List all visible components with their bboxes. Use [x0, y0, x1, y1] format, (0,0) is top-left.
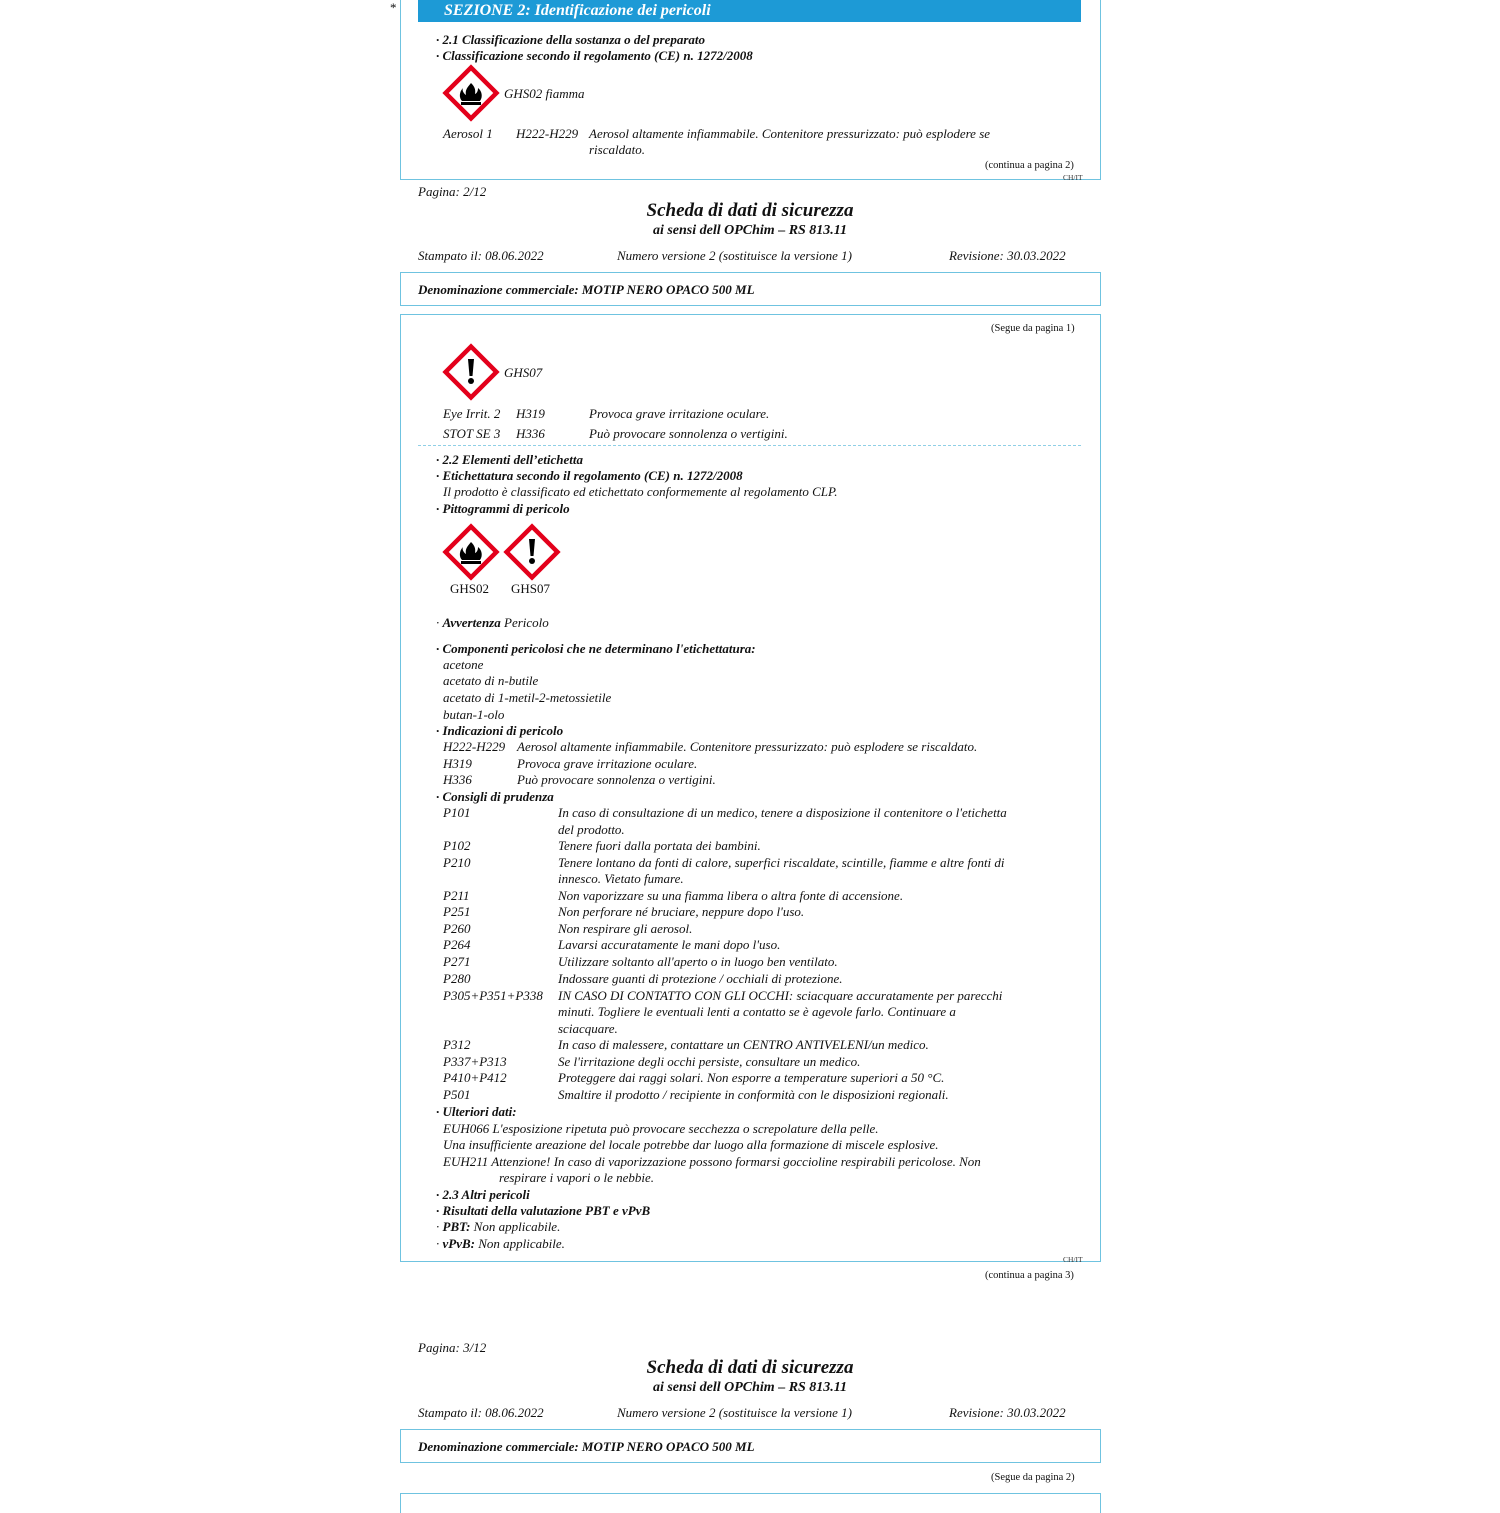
component-item: acetone: [443, 657, 484, 672]
precaution-text: Lavarsi accuratamente le mani dopo l'uso.: [558, 937, 781, 952]
vpvb-row: · vPvB: Non applicabile.: [436, 1236, 565, 1251]
precaution-code: P271: [443, 954, 471, 969]
further-info-line: EUH066 L'esposizione ripetuta può provocare secchezza o screpolature della pelle.: [443, 1121, 879, 1136]
components-title: · Componenti pericolosi che ne determinano l'etichettatura:: [436, 641, 756, 656]
printed-date: Stampato il: 08.06.2022: [418, 248, 544, 263]
aerosol-text-line2: riscaldato.: [589, 142, 645, 157]
precaution-code: P410+P412: [443, 1070, 507, 1085]
precaution-text: Tenere fuori dalla portata dei bambini.: [558, 838, 761, 853]
s22-regulation: · Etichettatura secondo il regolamento (CE) n. 1272/2008: [436, 468, 743, 483]
component-item: acetato di n-butile: [443, 673, 539, 688]
precaution-text: sciacquare.: [558, 1021, 618, 1036]
section-divider: [418, 445, 1081, 446]
precaution-code: P210: [443, 855, 471, 870]
hazard-code: H222-H229: [443, 739, 506, 754]
precaution-text: minuti. Togliere le eventuali lenti a contatto se è agevole farlo. Continuare a: [558, 1004, 956, 1019]
s23-title: · 2.3 Altri pericoli: [436, 1187, 530, 1202]
class-row-2-text: Può provocare sonnolenza o vertigini.: [589, 426, 788, 441]
precaution-text: IN CASO DI CONTATTO CON GLI OCCHI: sciacquare accuratamente per parecchi: [558, 988, 1003, 1003]
precaution-text: In caso di malessere, contattare un CENTRO ANTIVELENI/un medico.: [558, 1037, 929, 1052]
hazard-text: Può provocare sonnolenza o vertigini.: [517, 772, 716, 787]
precaution-code: P305+P351+P338: [443, 988, 543, 1003]
precaution-text: Proteggere dai raggi solari. Non esporre a temperature superiori a 50 °C.: [558, 1070, 945, 1085]
precaution-code: P501: [443, 1087, 471, 1102]
label-ghs07-exclamation-icon: [502, 522, 562, 582]
precaution-text: Se l'irritazione degli occhi persiste, consultare un medico.: [558, 1054, 861, 1069]
class-row-2-code: H336: [516, 426, 545, 441]
ghs02-flame-icon: [441, 63, 501, 123]
aerosol-class: Aerosol 1: [443, 126, 493, 141]
follows-note: (Segue da pagina 1): [991, 323, 1075, 334]
ghs07-caption: GHS07: [504, 365, 543, 380]
pictogram-label-ghs02: GHS02: [450, 581, 490, 596]
precaution-text: Non respirare gli aerosol.: [558, 921, 693, 936]
country-tag: CH/IT: [1063, 1255, 1083, 1264]
precaution-text: Smaltire il prodotto / recipiente in conformità con le disposizioni regionali.: [558, 1087, 949, 1102]
document-subtitle: ai sensi dell OPChim – RS 813.11: [652, 223, 848, 238]
trade-name: Denominazione commerciale: MOTIP NERO OPACO 500 ML: [418, 1439, 755, 1454]
continue-note-p3: (continua a pagina 3): [985, 1270, 1074, 1281]
s22-text: Il prodotto è classificato ed etichettato conformemente al regolamento CLP.: [443, 484, 838, 499]
page-number: Pagina: 2/12: [418, 184, 487, 199]
hazard-text: Aerosol altamente infiammabile. Contenitore pressurizzato: può esplodere se riscaldato.: [517, 739, 978, 754]
page3-body-frame: [400, 1493, 1101, 1513]
precaution-text: Utilizzare soltanto all'aperto o in luogo ben ventilato.: [558, 954, 838, 969]
document-subtitle: ai sensi dell OPChim – RS 813.11: [652, 1380, 848, 1395]
follows-note: (Segue da pagina 2): [991, 1472, 1075, 1483]
precaution-text: del prodotto.: [558, 822, 625, 837]
class-row-1-code: H319: [516, 406, 545, 421]
pictogram-label-ghs07: GHS07: [511, 581, 551, 596]
class-row-1-class: Eye Irrit. 2: [443, 406, 501, 421]
precaution-code: P337+P313: [443, 1054, 507, 1069]
precaution-text: Tenere lontano da fonti di calore, superfici riscaldate, scintille, fiamme e altre fonti di: [558, 855, 1005, 870]
precautionary-title: · Consigli di prudenza: [436, 789, 554, 804]
hazard-statements-title: · Indicazioni di pericolo: [436, 723, 564, 738]
version-info: Numero versione 2 (sostituisce la versione 1): [617, 1405, 852, 1420]
precaution-text: Non vaporizzare su una fiamma libera o altra fonte di accensione.: [558, 888, 904, 903]
component-item: acetato di 1-metil-2-metossietile: [443, 690, 612, 705]
trade-name-box: [400, 1429, 1101, 1463]
precaution-text: Indossare guanti di protezione / occhiali di protezione.: [558, 971, 843, 986]
precaution-text: innesco. Vietato fumare.: [558, 871, 684, 886]
precaution-code: P102: [443, 838, 471, 853]
printed-date: Stampato il: 08.06.2022: [418, 1405, 544, 1420]
document-title: Scheda di dati di sicurezza: [646, 200, 854, 221]
country-tag: CH/IT: [1063, 173, 1083, 182]
pbt-results-title: · Risultati della valutazione PBT e vPvB: [436, 1203, 651, 1218]
precaution-text: Non perforare né bruciare, neppure dopo l'uso.: [558, 904, 805, 919]
s21-title: · 2.1 Classificazione della sostanza o del preparato: [436, 32, 706, 47]
pictograms-title: · Pittogrammi di pericolo: [436, 501, 570, 516]
document-title: Scheda di dati di sicurezza: [646, 1357, 854, 1378]
aerosol-code: H222-H229: [516, 126, 579, 141]
pbt-row: · PBT: Non applicabile.: [436, 1219, 561, 1234]
signal-word: · Avvertenza Pericolo: [436, 615, 549, 630]
revision-date: Revisione: 30.03.2022: [949, 1405, 1066, 1420]
further-info-line: respirare i vapori o le nebbie.: [499, 1170, 655, 1185]
precaution-code: P211: [443, 888, 470, 903]
trade-name-box: [400, 272, 1101, 306]
revision-date: Revisione: 30.03.2022: [949, 248, 1066, 263]
section-header: SEZIONE 2: Identificazione dei pericoli: [418, 0, 1081, 22]
precaution-code: P312: [443, 1037, 471, 1052]
trade-name: Denominazione commerciale: MOTIP NERO OPACO 500 ML: [418, 282, 755, 297]
precaution-code: P260: [443, 921, 471, 936]
s22-title: · 2.2 Elementi dell’etichetta: [436, 452, 583, 467]
class-row-2-class: STOT SE 3: [443, 426, 501, 441]
version-info: Numero versione 2 (sostituisce la versione 1): [617, 248, 852, 263]
hazard-code: H319: [443, 756, 472, 771]
precaution-code: P280: [443, 971, 471, 986]
precaution-code: P101: [443, 805, 471, 820]
aerosol-text-line1: Aerosol altamente infiammabile. Contenitore pressurizzato: può esplodere se: [589, 126, 991, 141]
continue-note-p2: (continua a pagina 2): [985, 160, 1074, 171]
class-row-1-text: Provoca grave irritazione oculare.: [589, 406, 770, 421]
component-item: butan-1-olo: [443, 707, 505, 722]
further-info-line: Una insufficiente areazione del locale potrebbe dar luogo alla formazione di miscele esplosive.: [443, 1137, 939, 1152]
precaution-code: P251: [443, 904, 471, 919]
ghs07-exclamation-icon: [441, 342, 501, 402]
s21-regulation: · Classificazione secondo il regolamento (CE) n. 1272/2008: [436, 48, 753, 63]
label-ghs02-flame-icon: [441, 522, 501, 582]
hazard-code: H336: [443, 772, 472, 787]
ghs02-caption: GHS02 fiamma: [504, 86, 585, 101]
hazard-text: Provoca grave irritazione oculare.: [517, 756, 698, 771]
further-info-title: · Ulteriori dati:: [436, 1104, 517, 1119]
page-number: Pagina: 3/12: [418, 1340, 487, 1355]
further-info-line: EUH211 Attenzione! In caso di vaporizzazione possono formarsi goccioline respirabili pericolose. Non: [443, 1154, 981, 1169]
precaution-text: In caso di consultazione di un medico, tenere a disposizione il contenitore o l'etichetta: [558, 805, 1007, 820]
revision-asterisk: *: [390, 0, 397, 15]
precaution-code: P264: [443, 937, 471, 952]
